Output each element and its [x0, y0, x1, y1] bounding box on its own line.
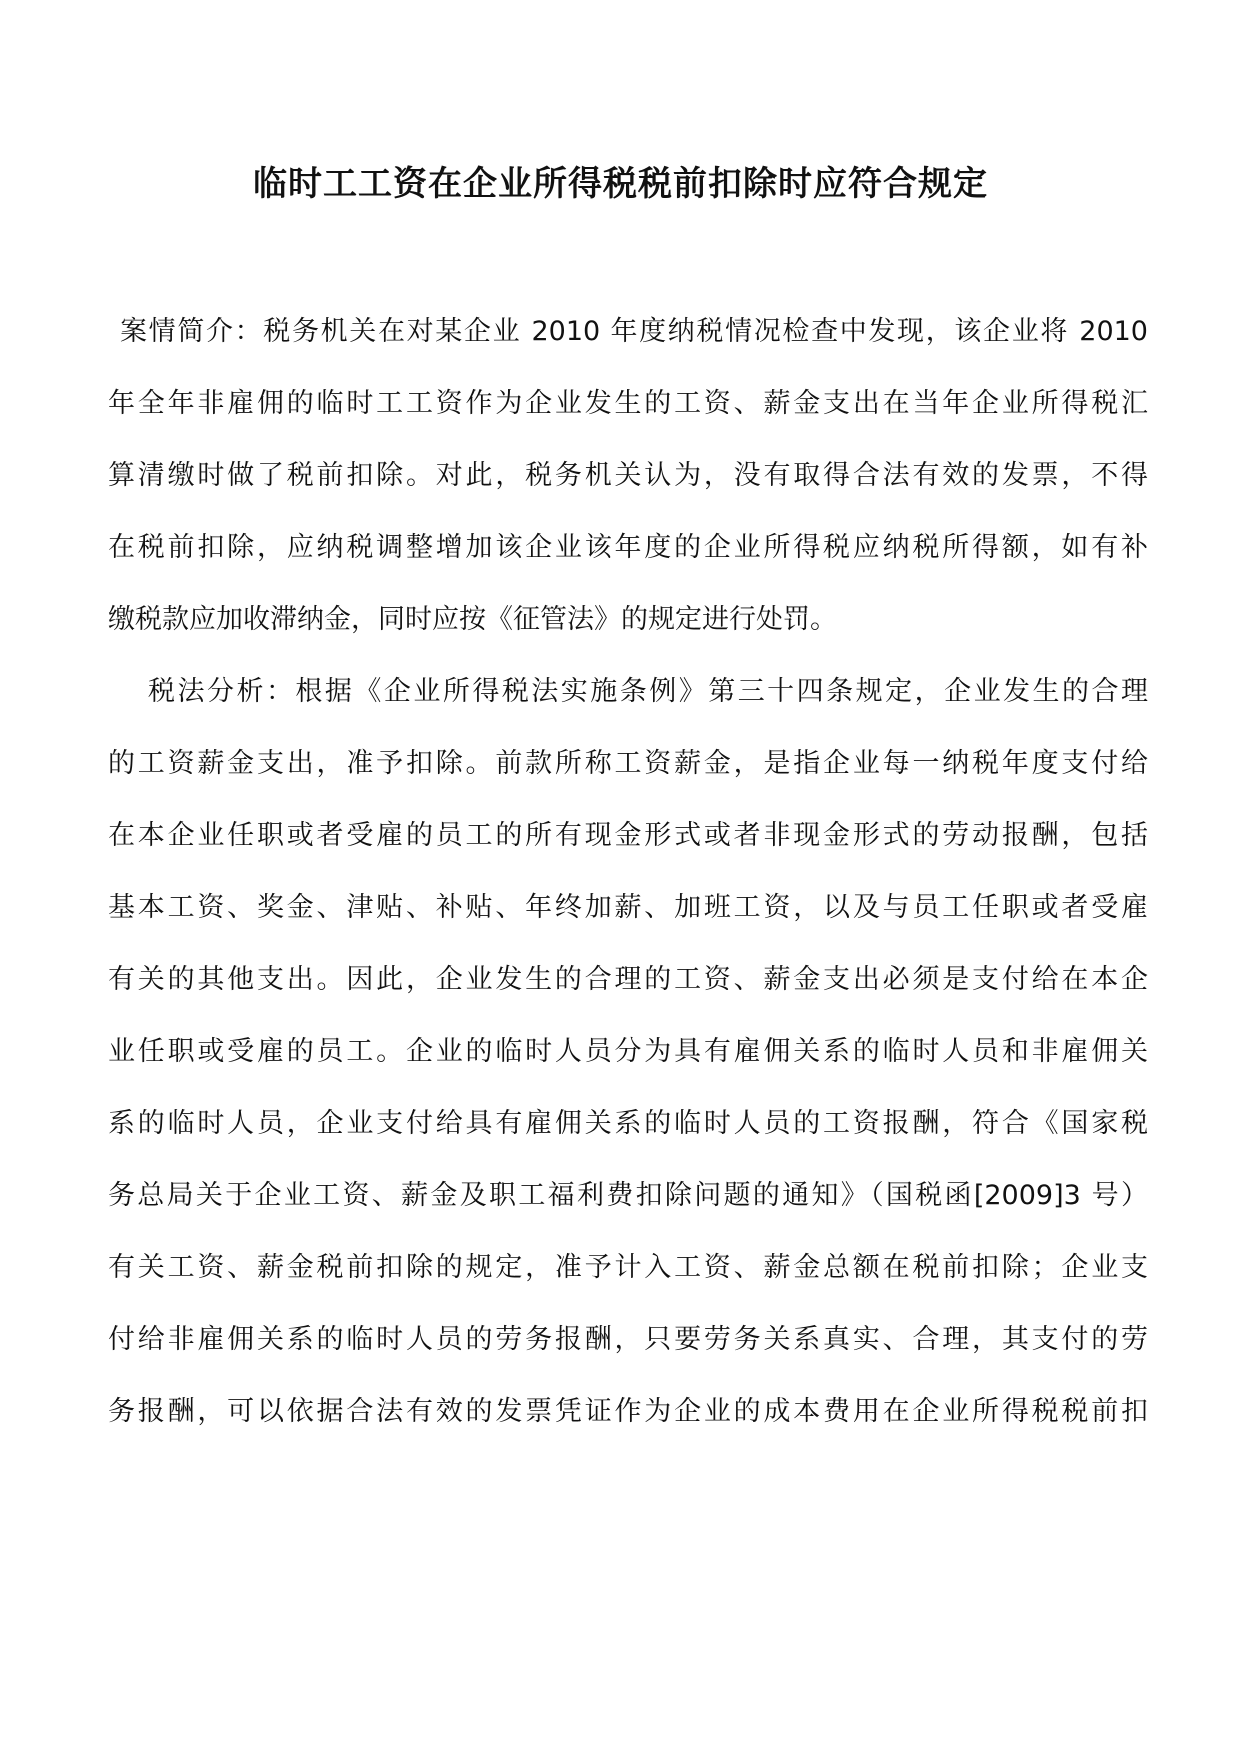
paragraph-line: 算清缴时做了税前扣除。对此，税务机关认为，没有取得合法有效的发票，不得	[108, 460, 1148, 491]
document-title: 临时工工资在企业所得税税前扣除时应符合规定	[253, 164, 988, 204]
paragraph-line: 缴税款应加收滞纳金，同时应按《征管法》的规定进行处罚。	[108, 604, 837, 635]
paragraph-line: 的工资薪金支出，准予扣除。前款所称工资薪金，是指企业每一纳税年度支付给	[108, 748, 1148, 779]
paragraph-line: 有关工资、薪金税前扣除的规定，准予计入工资、薪金总额在税前扣除；企业支	[108, 1252, 1148, 1283]
paragraph-line: 付给非雇佣关系的临时人员的劳务报酬，只要劳务关系真实、合理，其支付的劳	[108, 1324, 1148, 1355]
paragraph-line: 务总局关于企业工资、薪金及职工福利费扣除问题的通知》（国税函[2009]3 号）	[108, 1180, 1148, 1211]
paragraph-line: 在税前扣除，应纳税调整增加该企业该年度的企业所得税应纳税所得额，如有补	[108, 532, 1148, 563]
paragraph-line: 案情简介：税务机关在对某企业 2010 年度纳税情况检查中发现，该企业将 2010	[120, 316, 1148, 347]
paragraph-line: 业任职或受雇的员工。企业的临时人员分为具有雇佣关系的临时人员和非雇佣关	[108, 1036, 1148, 1067]
paragraph-line: 年全年非雇佣的临时工工资作为企业发生的工资、薪金支出在当年企业所得税汇	[108, 388, 1148, 419]
paragraph-line: 务报酬，可以依据合法有效的发票凭证作为企业的成本费用在企业所得税税前扣	[108, 1396, 1148, 1427]
paragraph-line: 系的临时人员，企业支付给具有雇佣关系的临时人员的工资报酬，符合《国家税	[108, 1108, 1148, 1139]
paragraph-line: 基本工资、奖金、津贴、补贴、年终加薪、加班工资，以及与员工任职或者受雇	[108, 892, 1148, 923]
paragraph-line: 税法分析：根据《企业所得税法实施条例》第三十四条规定，企业发生的合理	[148, 676, 1148, 707]
paragraph-line: 在本企业任职或者受雇的员工的所有现金形式或者非现金形式的劳动报酬，包括	[108, 820, 1148, 851]
paragraph-line: 有关的其他支出。因此，企业发生的合理的工资、薪金支出必须是支付给在本企	[108, 964, 1148, 995]
